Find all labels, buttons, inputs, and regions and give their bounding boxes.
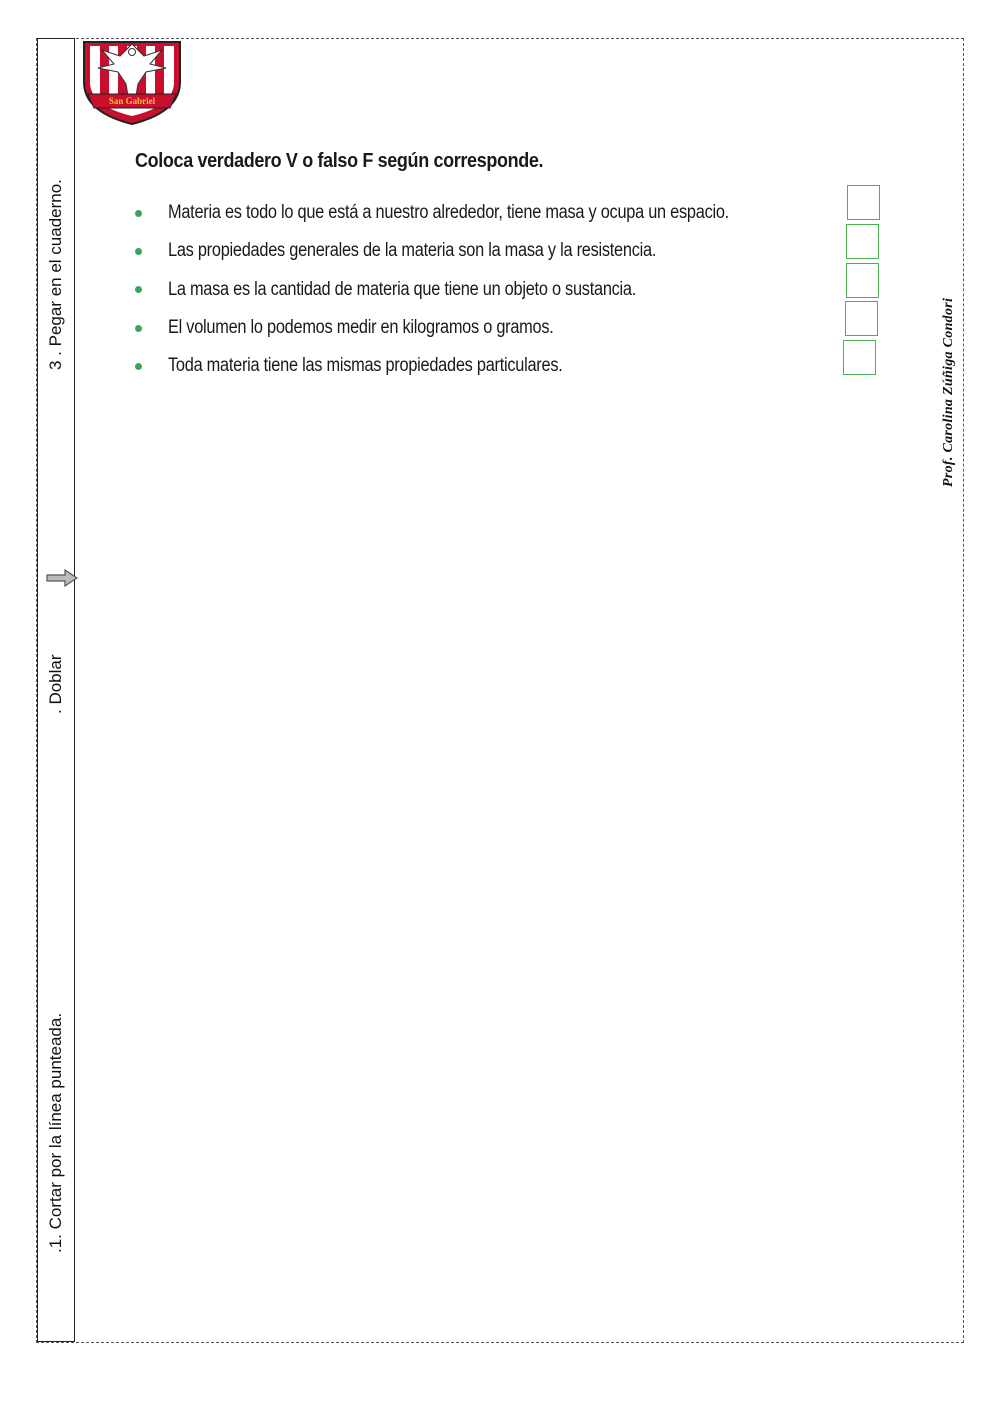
answer-box-1[interactable]	[847, 185, 880, 220]
instruction-paste: 3 . Pegar en el cuaderno.	[46, 179, 65, 370]
list-item	[130, 194, 820, 232]
heading-text: Coloca verdadero V o falso F según corresponde.	[135, 150, 544, 172]
answer-box-2[interactable]	[846, 224, 879, 259]
statement-list	[130, 194, 820, 385]
list-item	[130, 309, 820, 347]
answer-box-3[interactable]	[846, 263, 879, 298]
statement-text: La masa es la cantidad de materia que tiene un objeto o sustancia.	[168, 278, 637, 300]
instruction-cut: .1. Cortar por la línea punteada.	[46, 1012, 65, 1253]
logo-name: San Gabriel	[108, 96, 156, 106]
list-item	[130, 232, 820, 270]
instruction-fold: . Doblar	[46, 654, 65, 714]
bullet-icon	[135, 248, 142, 255]
bullet-icon	[135, 286, 142, 293]
worksheet-heading	[135, 150, 543, 173]
statement-text: Materia es todo lo que está a nuestro alrededor, tiene masa y ocupa un espacio.	[168, 202, 729, 224]
answer-box-4[interactable]	[845, 301, 878, 336]
teacher-signature: Prof. Carolina Zúñiga Condori	[941, 297, 956, 487]
list-item	[130, 271, 820, 309]
logo-subtitle: CURICO	[124, 107, 140, 112]
bullet-icon	[135, 363, 142, 370]
fold-arrow-icon	[46, 569, 78, 587]
statement-text: Las propiedades generales de la materia son la masa y la resistencia.	[168, 240, 657, 262]
statement-text: Toda materia tiene las mismas propiedades particulares.	[168, 355, 563, 377]
list-item	[130, 347, 820, 385]
school-crest-logo	[80, 38, 184, 126]
bullet-icon	[135, 210, 142, 217]
answer-box-5[interactable]	[843, 340, 876, 375]
statement-text: El volumen lo podemos medir en kilogramos o gramos.	[168, 317, 554, 339]
bullet-icon	[135, 325, 142, 332]
